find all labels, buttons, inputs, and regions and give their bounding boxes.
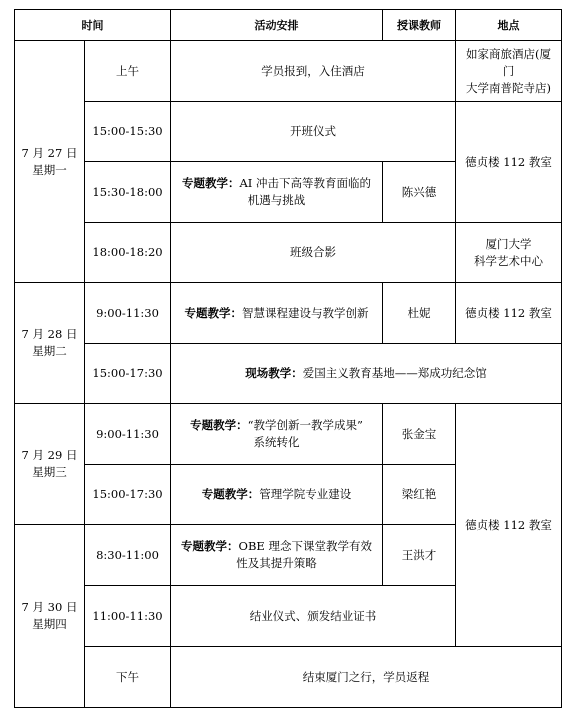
day-cell-27 [15, 41, 85, 283]
header-activity: 活动安排 [171, 10, 383, 41]
table-row [15, 344, 562, 404]
table-row [15, 404, 562, 465]
activity-cell [171, 283, 383, 344]
activity-text: 智慧课程建设与教学创新 [242, 305, 369, 320]
time-cell: 下午 [85, 647, 171, 708]
teacher-cell: 陈兴德 [383, 162, 456, 223]
activity-cell [171, 404, 383, 465]
activity-text: 机遇与挑战 [247, 193, 306, 207]
day-cell-28 [15, 283, 85, 404]
day-cell-30 [15, 525, 85, 708]
table-row [15, 41, 562, 102]
time-cell: 9:00-11:30 [85, 283, 171, 344]
day-date: 7 月 28 日 [21, 327, 78, 341]
day-cell-29 [15, 404, 85, 525]
activity-text: OBE 理念下课堂教学有效 [238, 539, 372, 553]
day-weekday: 星期三 [32, 465, 67, 479]
topic-tag: 现场教学： [245, 366, 303, 380]
activity-cell: 结业仪式、颁发结业证书 [171, 586, 456, 647]
time-cell: 上午 [85, 41, 171, 102]
teacher-cell: 王洪才 [383, 525, 456, 586]
activity-cell [171, 344, 562, 404]
activity-text: AI 冲击下高等教育面临的 [239, 176, 371, 190]
time-cell: 15:00-15:30 [85, 102, 171, 162]
activity-text: 爱国主义教育基地——郑成功纪念馆 [302, 366, 487, 380]
location-cell: 德贞楼 112 教室 [456, 404, 562, 647]
time-cell: 11:00-11:30 [85, 586, 171, 647]
day-weekday: 星期二 [32, 344, 67, 358]
schedule-table [14, 9, 562, 708]
table-row [15, 647, 562, 708]
time-cell: 15:00-17:30 [85, 465, 171, 525]
table-row [15, 283, 562, 344]
topic-tag: 专题教学： [181, 539, 239, 553]
day-date: 7 月 27 日 [21, 145, 78, 160]
activity-text: 管理学院专业建设 [259, 487, 352, 501]
header-location: 地点 [456, 10, 562, 41]
time-cell: 8:30-11:00 [85, 525, 171, 586]
location-line: 如家商旅酒店(厦门 [466, 46, 551, 78]
location-line: 厦门大学 [485, 236, 532, 251]
topic-tag: 专题教学： [190, 418, 248, 432]
topic-tag: 专题教学： [201, 487, 260, 501]
time-cell: 15:30-18:00 [85, 162, 171, 223]
activity-text: 性及其提升策略 [236, 556, 317, 570]
day-weekday: 星期一 [32, 162, 67, 177]
header-time: 时间 [15, 10, 171, 41]
header-row [15, 10, 562, 41]
table-row [15, 223, 562, 283]
activity-cell [171, 525, 383, 586]
topic-tag: 专题教学： [184, 305, 242, 320]
teacher-cell: 梁红艳 [383, 465, 456, 525]
activity-cell: 结束厦门之行，学员返程 [171, 647, 562, 708]
activity-cell: 班级合影 [171, 223, 456, 283]
teacher-cell: 杜妮 [383, 283, 456, 344]
location-cell [456, 41, 562, 102]
activity-cell: 开班仪式 [171, 102, 456, 162]
location-cell: 德贞楼 112 教室 [456, 283, 562, 344]
day-date: 7 月 30 日 [21, 600, 78, 614]
location-cell: 德贞楼 112 教室 [456, 102, 562, 223]
time-cell: 15:00-17:30 [85, 344, 171, 404]
location-line: 科学艺术中心 [474, 253, 543, 268]
day-weekday: 星期四 [32, 617, 67, 631]
time-cell: 18:00-18:20 [85, 223, 171, 283]
activity-cell [171, 162, 383, 223]
activity-cell [171, 465, 383, 525]
time-cell: 9:00-11:30 [85, 404, 171, 465]
table-row [15, 102, 562, 162]
location-cell [456, 223, 562, 283]
day-date: 7 月 29 日 [21, 448, 78, 462]
topic-tag: 专题教学： [181, 176, 240, 190]
activity-cell: 学员报到，入住酒店 [171, 41, 456, 102]
header-teacher: 授课教师 [383, 10, 456, 41]
location-line: 大学南普陀寺店) [466, 80, 551, 95]
activity-text: “教学创新一教学成果” [247, 418, 363, 432]
activity-text: 系统转化 [253, 435, 300, 449]
teacher-cell: 张金宝 [383, 404, 456, 465]
